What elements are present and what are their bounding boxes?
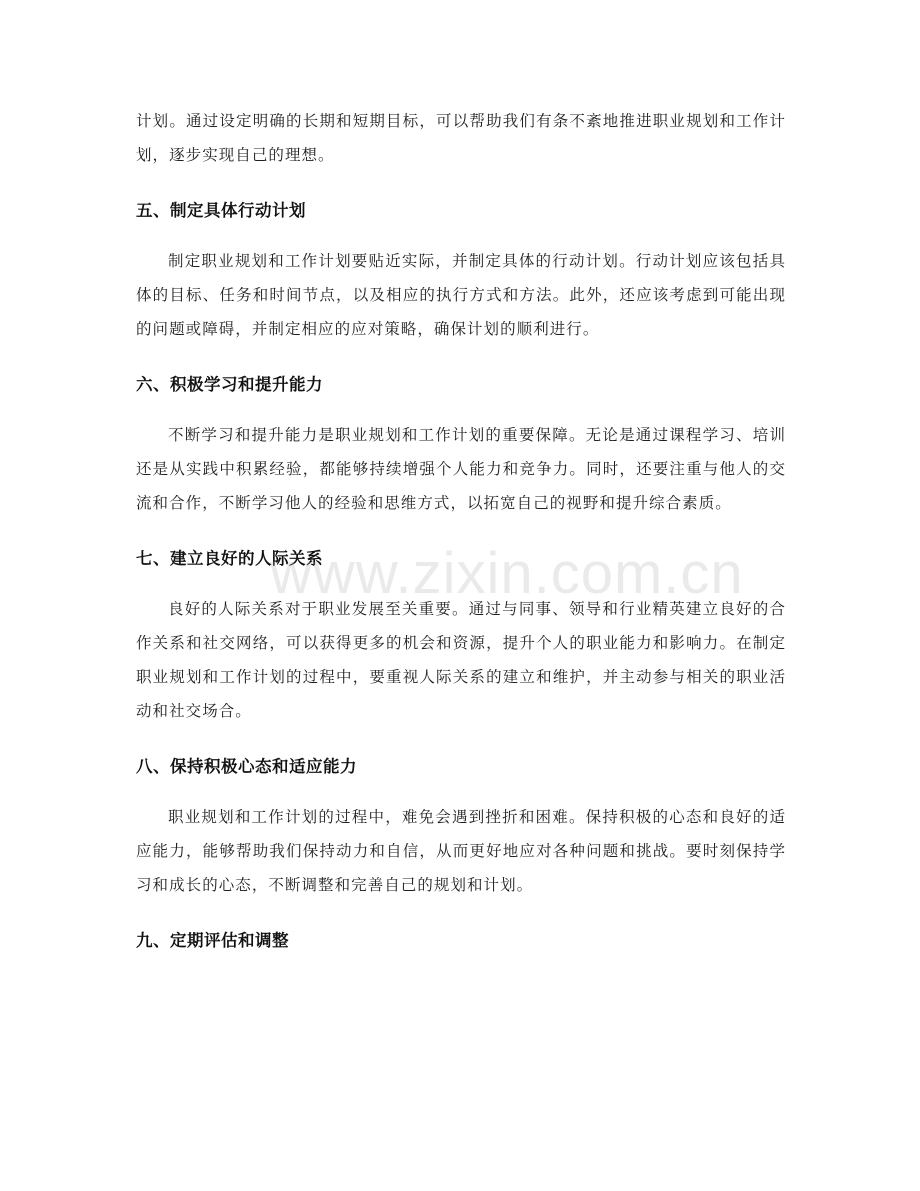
paragraph-section-8: 职业规划和工作计划的过程中，难免会遇到挫折和困难。保持积极的心态和良好的适应能力，能够帮助我们保持动力和自信，从而更好地应对各种问题和挑战。要时刻保持学习和成长的心态，不断调整和完善自己的规划和计划。 (136, 808, 786, 894)
paragraph-section-6: 不断学习和提升能力是职业规划和工作计划的重要保障。无论是通过课程学习、培训还是从实践中积累经验，都能够持续增强个人能力和竞争力。同时，还要注重与他人的交流和合作，不断学习他人的经验和思维方式，以拓宽自己的视野和提升综合素质。 (136, 426, 786, 512)
section-heading-8: 八、保持积极心态和适应能力 (136, 757, 357, 776)
section-heading-7: 七、建立良好的人际关系 (136, 549, 323, 568)
document-body (136, 104, 786, 954)
section-heading-6: 六、积极学习和提升能力 (136, 375, 323, 394)
paragraph-continuation: 计划。通过设定明确的长期和短期目标，可以帮助我们有条不紊地推进职业规划和工作计划，逐步实现自己的理想。 (136, 112, 786, 164)
paragraph-section-5: 制定职业规划和工作计划要贴近实际，并制定具体的行动计划。行动计划应该包括具体的目标、任务和时间节点，以及相应的执行方式和方法。此外，还应该考虑到可能出现的问题或障碍，并制定相应的应对策略，确保计划的顺利进行。 (136, 252, 786, 338)
watermark-logo: www.zixin.com.cn (270, 541, 744, 606)
section-heading-5: 五、制定具体行动计划 (136, 201, 306, 220)
section-heading-9: 九、定期评估和调整 (136, 931, 289, 950)
paragraph-section-7: 良好的人际关系对于职业发展至关重要。通过与同事、领导和行业精英建立良好的合作关系和社交网络，可以获得更多的机会和资源，提升个人的职业能力和影响力。在制定职业规划和工作计划的过程中，要重视人际关系的建立和维护，并主动参与相关的职业活动和社交场合。 (136, 600, 786, 720)
